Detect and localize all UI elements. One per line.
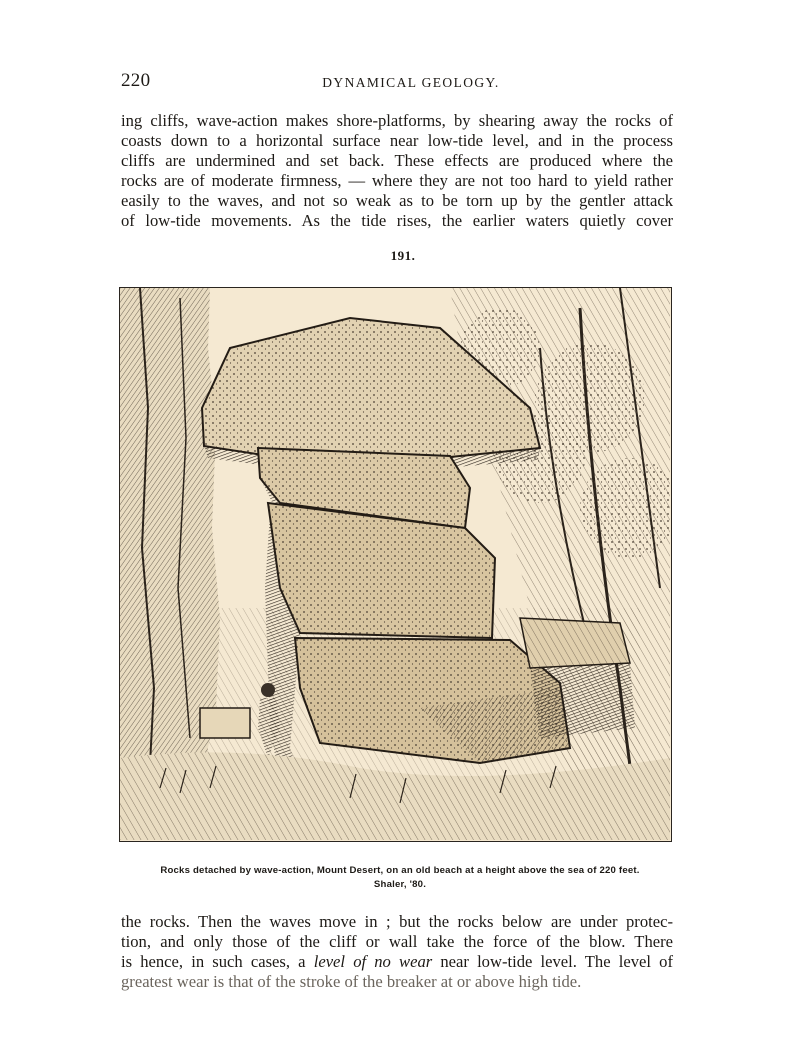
text-line: coasts down to a horizontal surface near low-tide level, and in the process: [121, 131, 673, 150]
text-segment: is hence, in such cases, a: [121, 952, 314, 971]
text-line: rocks are of moderate firmness, — where they are not too hard to yield rather: [121, 171, 673, 190]
text-line: of low-tide movements. As the tide rises, the earlier waters quietly cover: [121, 211, 673, 230]
paragraph-bottom: [121, 912, 673, 992]
text-line: ing cliffs, wave-action makes shore-platforms, by shearing away the rocks of: [121, 111, 673, 130]
figure-number: 191.: [390, 248, 416, 263]
text-segment: near low-tide level. The level of: [432, 952, 673, 971]
text-line: greatest wear is that of the stroke of the breaker at or above high tide.: [121, 972, 582, 991]
italic-term: level of no wear: [313, 952, 433, 971]
paragraph-top: [121, 111, 673, 231]
caption-line: Rocks detached by wave-action, Mount Desert, on an old beach at a height above the sea of 220 feet.: [160, 865, 640, 876]
figure-caption: [100, 864, 700, 892]
figure-engraving: [119, 287, 672, 842]
running-title: DYNAMICAL GEOLOGY.: [322, 75, 500, 90]
rock-engraving-illustration: [120, 288, 670, 840]
text-line: cliffs are undermined and set back. These effects are produced where the: [121, 151, 673, 170]
text-line: [121, 952, 673, 972]
text-line: tion, and only those of the cliff or wall take the force of the blow. There: [121, 932, 673, 951]
text-line: the rocks. Then the waves move in ; but the rocks below are under protec-: [121, 912, 673, 931]
text-line: easily to the waves, and not so weak as to be torn up by the gentler attack: [121, 191, 673, 210]
caption-credit: Shaler, '80.: [373, 879, 427, 890]
page-number: 220: [121, 70, 151, 91]
